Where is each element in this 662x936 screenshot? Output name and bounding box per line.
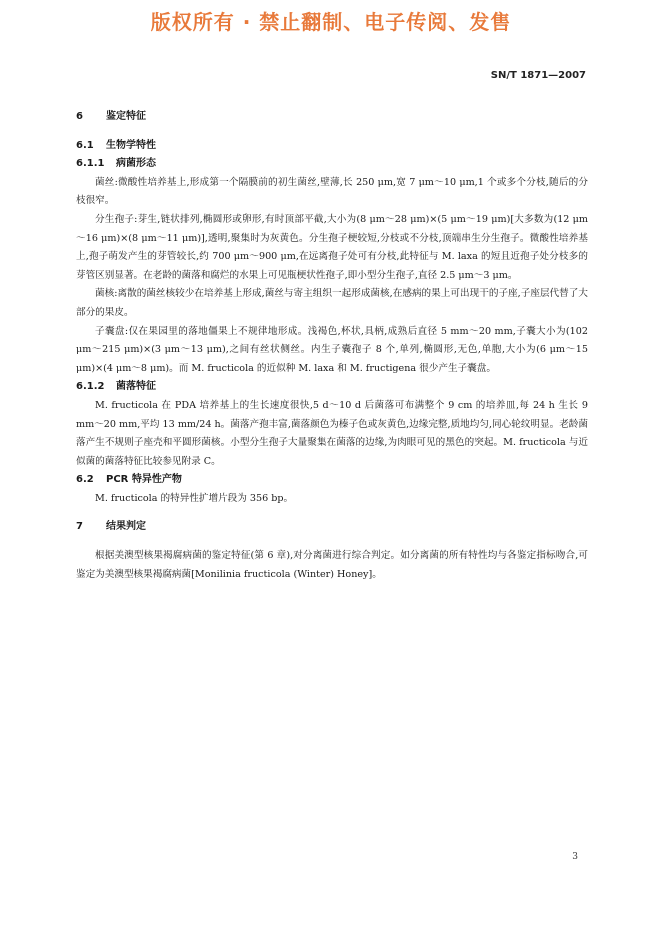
standard-code: SN/T 1871—2007 [490, 70, 586, 81]
paragraph-pcr: M. fructicola 的特异性扩增片段为 356 bp。 [95, 492, 294, 504]
section-title: 结果判定 [106, 521, 146, 533]
section-number: 6.2 [76, 474, 94, 486]
section-title: 病菌形态 [116, 158, 156, 170]
section-title: 菌落特征 [116, 381, 156, 393]
paragraph-apothecia: 子囊盘:仅在果园里的落地僵果上不规律地形成。浅褐色,杯状,具柄,成熟后直径 5 mm～20 mm,子囊大小为(102 μm～215 μm)×(3 μm～13 μm),之间有丝状侧丝。内生子囊孢子 8 个,单列,椭圆形,无色,单胞,大小为(6 μm～15 μm)×(4 μm～8 μm)。而 M. fructicola 的近似种 M. laxa 和 M. fructigena 很少产生子囊盘。 [76, 325, 588, 374]
section-title: 鉴定特征 [106, 111, 146, 122]
paragraph-result: 根据美澳型核果褐腐病菌的鉴定特征(第 6 章),对分离菌进行综合判定。如分离菌的所有特性均与各鉴定指标吻合,可鉴定为美澳型核果褐腐病菌[Monilinia fructicola (Winter) Honey]。 [76, 550, 588, 580]
section-7-heading [76, 518, 588, 537]
section-number: 7 [76, 521, 83, 533]
paragraph-conidia: 分生孢子:芽生,链状排列,椭圆形或卵形,有时顶部平截,大小为(8 μm～28 μm)×(5 μm～19 μm)[大多数为(12 μm～16 μm)×(8 μm～11 μm)],透明,聚集时为灰黄色。分生孢子梗较短,分枝或不分枝,顶端串生分生孢子。微酸性培养基上,孢子萌发产生的芽管较长,约 700 μm～900 μm,在远离孢子处可有分枝,此特征与 M. laxa 的短且近孢子处分枝多的芽管区别显著。在老龄的菌落和腐烂的水果上可见瓶梗状性孢子,即小型分生孢子,直径 2.5 μm～3 μm。 [76, 213, 588, 281]
section-6-heading [76, 108, 588, 127]
copyright-watermark: 版权所有 · 禁止翻制、电子传阅、发售 [150, 10, 512, 34]
section-6-1-heading [76, 137, 588, 156]
section-number: 6 [76, 111, 83, 122]
section-title: PCR 特异性产物 [106, 474, 182, 486]
section-title: 生物学特性 [106, 139, 156, 151]
section-number: 6.1.2 [76, 381, 105, 393]
section-6-2-heading [76, 471, 588, 490]
section-number: 6.1 [76, 139, 94, 151]
paragraph-colony: M. fructicola 在 PDA 培养基上的生长速度很快,5 d～10 d 后菌落可布满整个 9 cm 的培养皿,每 24 h 生长 9 mm～20 mm,平均 13 mm/24 h。菌落产孢丰富,菌落颜色为榛子色或灰黄色,边缘完整,质地均匀,同心轮纹明显。老龄菌落产生不规则子座壳和平圆形菌核。小型分生孢子大量聚集在菌落的边缘,为肉眼可见的黑色的突起。M. fructicola 与近似菌的菌落特征比较参见附录 C。 [76, 399, 588, 467]
page-number: 3 [572, 852, 578, 862]
section-6-1-2-heading [76, 378, 588, 397]
document-body [76, 108, 588, 584]
section-6-1-1-heading [76, 155, 588, 174]
paragraph-sclerotia: 菌核:离散的菌丝核较少在培养基上形成,菌丝与寄主组织一起形成菌核,在感病的果上可出现干的子座,子座层代替了大部分的果皮。 [76, 288, 588, 318]
paragraph-hyphae: 菌丝:微酸性培养基上,形成第一个隔膜前的初生菌丝,壁薄,长 250 μm,宽 7 μm～10 μm,1 个或多个分枝,随后的分枝很窄。 [76, 176, 588, 207]
section-number: 6.1.1 [76, 158, 105, 170]
